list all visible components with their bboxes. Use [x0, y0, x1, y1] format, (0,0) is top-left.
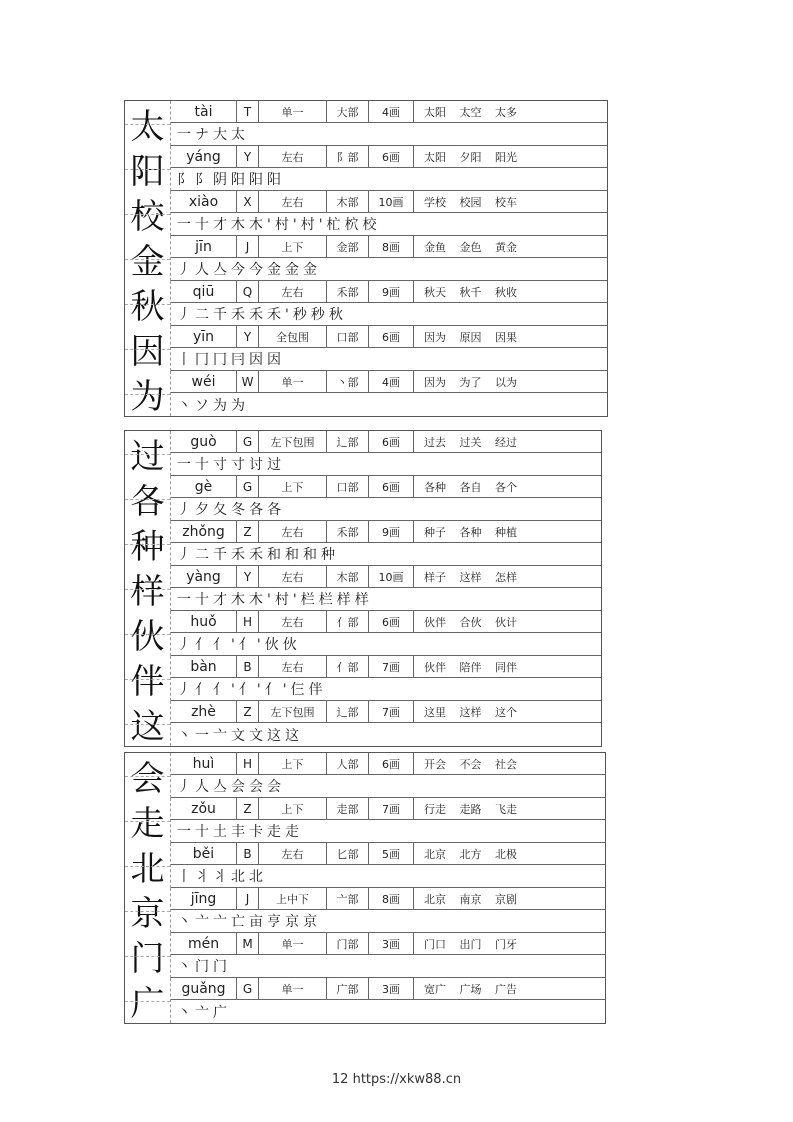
character-entry [125, 933, 605, 978]
initial-letter: B [237, 656, 259, 677]
radical: 金部 [327, 236, 369, 257]
stroke-order: 丿夕夂冬各各 [171, 498, 601, 521]
example-words: 秋天 秋千 秋收 [424, 285, 517, 299]
pinyin: jīn [171, 236, 237, 257]
pinyin: zhǒng [171, 521, 237, 542]
character: 伙 [125, 611, 171, 656]
character: 门 [125, 933, 171, 978]
example-words: 因为 为了 以为 [424, 375, 517, 389]
initial-letter: G [237, 978, 259, 999]
radical: 口部 [327, 476, 369, 497]
stroke-order: 丿亻亻'亻'亻'仨伴 [171, 678, 601, 701]
pinyin: zǒu [171, 798, 237, 819]
stroke-order: 一十土丰卡走走 [171, 820, 605, 843]
character-info-row [171, 753, 605, 775]
character: 过 [125, 431, 171, 476]
example-words: 北京 南京 京剧 [424, 892, 517, 906]
initial-letter: Y [237, 566, 259, 587]
pinyin: huǒ [171, 611, 237, 632]
radical: 大部 [327, 101, 369, 122]
pinyin: wéi [171, 371, 237, 392]
character-info-row [171, 431, 601, 453]
character: 秋 [125, 281, 171, 326]
example-words: 门口 出门 门牙 [424, 937, 517, 951]
stroke-order: 丶亠广 [177, 1004, 231, 1021]
pinyin: yáng [171, 146, 237, 167]
stroke-order: 一十才木木'村'村'杧柼校 [171, 213, 607, 236]
stroke-order: 丿二千禾禾和和和种 [171, 543, 601, 566]
character-info-row [171, 236, 607, 258]
structure: 上下 [259, 236, 327, 257]
radical: 亻部 [327, 656, 369, 677]
stroke-count: 10画 [369, 191, 414, 212]
radical: 人部 [327, 753, 369, 774]
initial-letter: J [237, 888, 259, 909]
character: 校 [125, 191, 171, 236]
stroke-count: 6画 [369, 326, 414, 347]
character: 广 [125, 978, 171, 1023]
character: 太 [125, 101, 171, 146]
example-words: 太阳 夕阳 阳光 [424, 150, 517, 164]
stroke-count: 5画 [369, 843, 414, 864]
initial-letter: Z [237, 521, 259, 542]
character-entry [125, 566, 601, 611]
character-info-row [171, 611, 601, 633]
character-info-row [171, 371, 607, 393]
radical: 亻部 [327, 611, 369, 632]
initial-letter: W [237, 371, 259, 392]
stroke-count: 10画 [369, 566, 414, 587]
structure: 左下包围 [259, 701, 327, 722]
stroke-count: 3画 [369, 933, 414, 954]
character-entry [125, 656, 601, 701]
character-entry [125, 191, 607, 236]
character-entry [125, 371, 607, 416]
structure: 左右 [259, 656, 327, 677]
example-words: 过去 过关 经过 [424, 435, 517, 449]
radical: 匕部 [327, 843, 369, 864]
character-info-row [171, 476, 601, 498]
stroke-count: 9画 [369, 521, 414, 542]
stroke-order: 丿亻亻'亻'伙伙 [171, 633, 601, 656]
example-words: 样子 这样 怎样 [424, 570, 517, 584]
structure: 左右 [259, 521, 327, 542]
structure: 左右 [259, 146, 327, 167]
initial-letter: J [237, 236, 259, 257]
initial-letter: Y [237, 326, 259, 347]
character-table-1 [124, 100, 608, 417]
character-info-row [171, 888, 605, 910]
stroke-order: 丿人亼今今金金金 [171, 258, 607, 281]
character-info-row [171, 656, 601, 678]
pinyin: tài [171, 101, 237, 122]
stroke-count: 7画 [369, 656, 414, 677]
character-info-row [171, 566, 601, 588]
example-words: 伙伴 陪伴 同伴 [424, 660, 517, 674]
stroke-count: 7画 [369, 701, 414, 722]
character-entry [125, 146, 607, 191]
radical: 禾部 [327, 521, 369, 542]
example-words: 因为 原因 因果 [424, 330, 517, 344]
example-words: 学校 校园 校车 [424, 195, 517, 209]
example-words: 行走 走路 飞走 [424, 802, 517, 816]
character-entry [125, 611, 601, 656]
stroke-count: 3画 [369, 978, 414, 999]
character-info-row [171, 146, 607, 168]
character: 各 [125, 476, 171, 521]
character-entry [125, 753, 605, 798]
structure: 左右 [259, 191, 327, 212]
stroke-count: 8画 [369, 888, 414, 909]
character: 阳 [125, 146, 171, 191]
example-words: 种子 各种 种植 [424, 525, 517, 539]
example-words: 太阳 太空 太多 [424, 105, 517, 119]
radical: 阝部 [327, 146, 369, 167]
radical: 口部 [327, 326, 369, 347]
example-words: 北京 北方 北极 [424, 847, 517, 861]
example-words: 伙伴 合伙 伙计 [424, 615, 517, 629]
character-entry [125, 326, 607, 371]
stroke-order: 阝阝阴阳阳阳 [171, 168, 607, 191]
radical: 亠部 [327, 888, 369, 909]
character: 种 [125, 521, 171, 566]
initial-letter: H [237, 753, 259, 774]
stroke-order: 丶一亠文文这这 [177, 727, 303, 744]
page-footer: 12 https://xkw88.cn [331, 1072, 462, 1087]
pinyin: mén [171, 933, 237, 954]
character: 会 [125, 753, 171, 798]
stroke-count: 6画 [369, 146, 414, 167]
character-info-row [171, 933, 605, 955]
pinyin: guò [171, 431, 237, 452]
initial-letter: G [237, 476, 259, 497]
stroke-count: 8画 [369, 236, 414, 257]
stroke-order: 丨丬丬北北 [171, 865, 605, 888]
character-entry [125, 431, 601, 476]
radical: 木部 [327, 566, 369, 587]
structure: 单一 [259, 371, 327, 392]
initial-letter: Z [237, 798, 259, 819]
example-words: 这里 这样 这个 [424, 705, 517, 719]
character-info-row [171, 843, 605, 865]
structure: 左右 [259, 566, 327, 587]
character: 伴 [125, 656, 171, 701]
character-table-2 [124, 430, 602, 747]
structure: 单一 [259, 101, 327, 122]
stroke-count: 6画 [369, 476, 414, 497]
stroke-count: 4画 [369, 101, 414, 122]
stroke-count: 6画 [369, 431, 414, 452]
stroke-count: 6画 [369, 611, 414, 632]
character-entry [125, 476, 601, 521]
pinyin: xiào [171, 191, 237, 212]
stroke-order: 丶ソ为为 [177, 397, 249, 414]
character-info-row [171, 101, 607, 123]
stroke-order: 一十寸寸讨过 [171, 453, 601, 476]
stroke-count: 4画 [369, 371, 414, 392]
character: 京 [125, 888, 171, 933]
pinyin: yàng [171, 566, 237, 587]
character-entry [125, 888, 605, 933]
radical: 禾部 [327, 281, 369, 302]
pinyin: běi [171, 843, 237, 864]
stroke-order: 丿二千禾禾禾'秒秒秋 [171, 303, 607, 326]
structure: 单一 [259, 933, 327, 954]
character: 这 [125, 701, 171, 746]
pinyin: bàn [171, 656, 237, 677]
stroke-order: 丶门门 [171, 955, 605, 978]
stroke-order: 一ナ大太 [171, 123, 607, 146]
pinyin: zhè [171, 701, 237, 722]
pinyin: gè [171, 476, 237, 497]
character-info-row [171, 191, 607, 213]
stroke-count: 9画 [369, 281, 414, 302]
character-info-row [171, 798, 605, 820]
character-info-row [171, 978, 605, 1000]
radical: 广部 [327, 978, 369, 999]
radical: 门部 [327, 933, 369, 954]
character: 因 [125, 326, 171, 371]
character-info-row [171, 326, 607, 348]
character-entry [125, 843, 605, 888]
initial-letter: T [237, 101, 259, 122]
structure: 左右 [259, 843, 327, 864]
initial-letter: G [237, 431, 259, 452]
structure: 单一 [259, 978, 327, 999]
structure: 左下包围 [259, 431, 327, 452]
stroke-order: 一十才木木'村'栏栏样样 [171, 588, 601, 611]
pinyin: guǎng [171, 978, 237, 999]
character: 样 [125, 566, 171, 611]
character-entry [125, 521, 601, 566]
character: 北 [125, 843, 171, 888]
radical: 丶部 [327, 371, 369, 392]
pinyin: huì [171, 753, 237, 774]
structure: 左右 [259, 611, 327, 632]
initial-letter: X [237, 191, 259, 212]
stroke-count: 7画 [369, 798, 414, 819]
character: 为 [125, 371, 171, 416]
example-words: 宽广 广场 广告 [424, 982, 517, 996]
character-entry [125, 798, 605, 843]
initial-letter: Q [237, 281, 259, 302]
example-words: 各种 各自 各个 [424, 480, 517, 494]
structure: 上下 [259, 798, 327, 819]
character-table-3 [124, 752, 606, 1024]
pinyin: yīn [171, 326, 237, 347]
structure: 全包围 [259, 326, 327, 347]
initial-letter: B [237, 843, 259, 864]
stroke-order: 丿人亼会会会 [171, 775, 605, 798]
structure: 左右 [259, 281, 327, 302]
pinyin: qiū [171, 281, 237, 302]
example-words: 金鱼 金色 黄金 [424, 240, 517, 254]
initial-letter: Y [237, 146, 259, 167]
character-info-row [171, 281, 607, 303]
example-words: 开会 不会 社会 [424, 757, 517, 771]
character: 走 [125, 798, 171, 843]
structure: 上下 [259, 753, 327, 774]
initial-letter: M [237, 933, 259, 954]
structure: 上下 [259, 476, 327, 497]
character-entry [125, 701, 601, 746]
character-entry [125, 978, 605, 1023]
stroke-order: 丶亠亠亡亩亨京京 [171, 910, 605, 933]
stroke-count: 6画 [369, 753, 414, 774]
radical: 辶部 [327, 701, 369, 722]
initial-letter: Z [237, 701, 259, 722]
radical: 木部 [327, 191, 369, 212]
pinyin: jīng [171, 888, 237, 909]
character-entry [125, 101, 607, 146]
structure: 上中下 [259, 888, 327, 909]
character-info-row [171, 521, 601, 543]
initial-letter: H [237, 611, 259, 632]
radical: 走部 [327, 798, 369, 819]
character: 金 [125, 236, 171, 281]
character-info-row [171, 701, 601, 723]
character-entry [125, 281, 607, 326]
radical: 辶部 [327, 431, 369, 452]
stroke-order: 丨冂冂冃因因 [171, 348, 607, 371]
character-entry [125, 236, 607, 281]
